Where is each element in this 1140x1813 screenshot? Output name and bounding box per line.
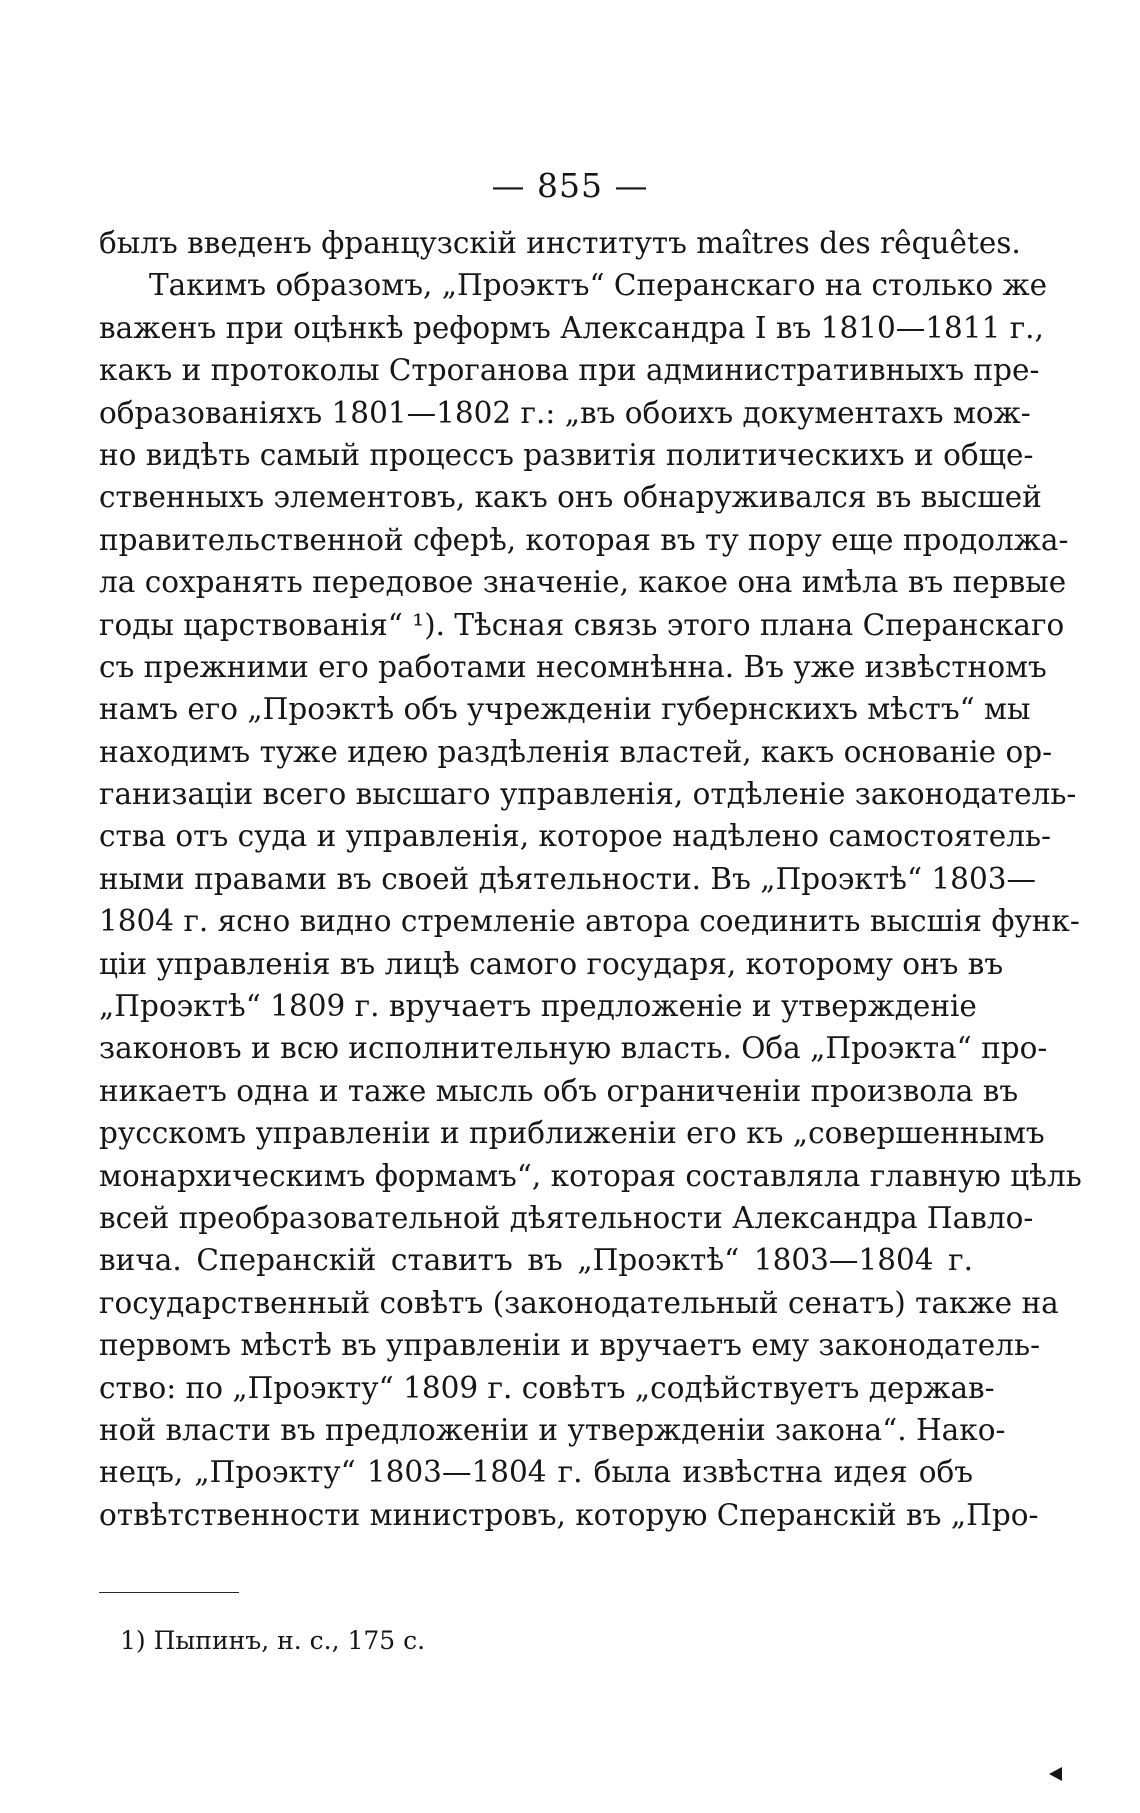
text-line: правительственной сферѣ, которая въ ту пору еще продолжа- bbox=[99, 522, 1069, 557]
text-line: 1804 г. ясно видно стремленіе автора соединить высшія функ- bbox=[99, 904, 1080, 939]
page-number: — 855 — bbox=[491, 166, 649, 205]
text-line: но видѣть самый процессъ развитія политическихъ и обще- bbox=[99, 437, 1034, 472]
text-line: отвѣтственности министровъ, которую Сперанскій въ „Про- bbox=[99, 1497, 1039, 1532]
text-line: ственныхъ элементовъ, какъ онъ обнаруживался въ высшей bbox=[99, 480, 1042, 515]
footnote-divider bbox=[99, 1592, 239, 1593]
text-line: „Проэктѣ“ 1809 г. вручаетъ предложеніе и утвержденіе bbox=[99, 989, 977, 1024]
text-line: законовъ и всю исполнительную власть. Оба „Проэкта“ про- bbox=[99, 1031, 1048, 1066]
text-line: русскомъ управленіи и приближеніи его къ „совершеннымъ bbox=[99, 1116, 1045, 1151]
text-line: никаетъ одна и таже мысль объ ограниченіи произвола въ bbox=[99, 1073, 1019, 1108]
text-line: годы царствованія“ ¹). Тѣсная связь этого плана Сперанскаго bbox=[99, 607, 1065, 642]
text-line: намъ его „Проэктѣ объ учрежденіи губернскихъ мѣстъ“ мы bbox=[99, 692, 1031, 727]
text-line: ной власти въ предложеніи и утвержденіи закона“. Нако- bbox=[99, 1412, 1006, 1447]
text-line: важенъ при оцѣнкѣ реформъ Александра I въ 1810—1811 г., bbox=[99, 310, 1044, 345]
text-line: ство: по „Проэкту“ 1809 г. совѣтъ „содѣйствуетъ держав- bbox=[99, 1370, 995, 1405]
text-line: образованіяхъ 1801—1802 г.: „въ обоихъ документахъ мож- bbox=[99, 395, 1031, 430]
text-line: находимъ туже идею раздѣленія властей, какъ основаніе ор- bbox=[99, 734, 1053, 769]
text-line: нецъ, „Проэкту“ 1803—1804 г. была извѣстна идея объ bbox=[99, 1455, 973, 1490]
text-line: ціи управленія въ лицѣ самого государя, которому онъ въ bbox=[99, 946, 1004, 981]
text-line: монархическимъ формамъ“, которая составляла главную цѣль bbox=[99, 1158, 1082, 1193]
text-line: вича. Сперанскій ставитъ въ „Проэктѣ“ 1803—1804 г. bbox=[99, 1243, 973, 1278]
body-text bbox=[99, 222, 1082, 1536]
text-line: Такимъ образомъ, „Проэктъ“ Сперанскаго на столько же bbox=[149, 268, 1048, 303]
text-line: съ прежними его работами несомнѣнна. Въ уже извѣстномъ bbox=[99, 649, 1047, 684]
page-corner-mark bbox=[1049, 1767, 1062, 1781]
text-line: первомъ мѣстѣ въ управленіи и вручаетъ ему законодатель- bbox=[99, 1328, 1041, 1363]
text-line: былъ введенъ французскій институтъ maîtres des rêquêtes. bbox=[99, 226, 1021, 260]
text-line: ными правами въ своей дѣятельности. Въ „Проэктѣ“ 1803— bbox=[99, 861, 1036, 896]
footnote: 1) Пыпинъ, н. с., 175 с. bbox=[120, 1626, 426, 1655]
text-line: какъ и протоколы Строганова при административныхъ пре- bbox=[99, 353, 1040, 388]
text-line: ганизаціи всего высшаго управленія, отдѣленіе законодатель- bbox=[99, 777, 1077, 812]
text-line: ства отъ суда и управленія, которое надѣлено самостоятель- bbox=[99, 819, 1051, 854]
text-line: государственный совѣтъ (законодательный сенатъ) также на bbox=[99, 1285, 1059, 1320]
text-line: ла сохранять передовое значеніе, какое она имѣла въ первые bbox=[99, 565, 1067, 600]
text-line: всей преобразовательной дѣятельности Александра Павло- bbox=[99, 1200, 1034, 1235]
